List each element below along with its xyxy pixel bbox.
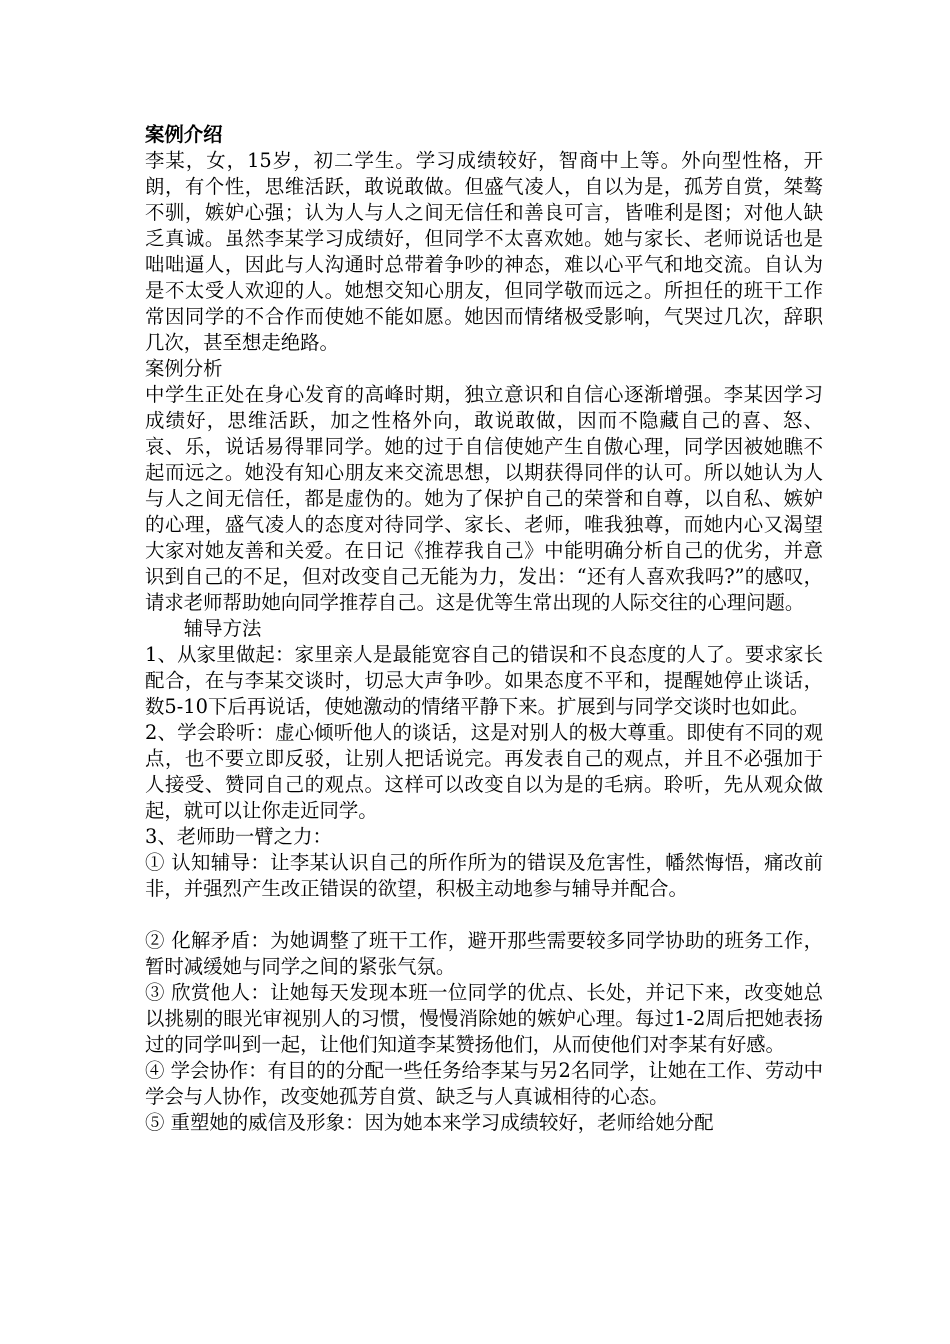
method-item-3: 3、老师助一臂之力： [145, 825, 332, 848]
intro-paragraph: 李某，女，15岁，初二学生。学习成绩较好，智商中上等。外向型性格，开朗，有个性，思维活跃，敢说敢做。但盛气凌人，自以为是，孤芳自赏，桀骜不驯，嫉妒心强；认为人与人之间无信任和善良可言，皆唯利是图；对他人缺乏真诚。虽然李某学习成绩好，但同学不太喜欢她。她与家长、老师说话也是咄咄逼人，因此与人沟通时总带着争吵的神态，难以心平气和地交流。自认为是不太受人欢迎的人。她想交知心朋友，但同学敬而远之。所担任的班干工作常因同学的不合作而使她不能如愿。她因而情绪极受影响，气哭过几次，辞职几次，甚至想走绝路。 [145, 149, 823, 354]
document-page [145, 122, 823, 1136]
intro-heading: 案例介绍 [145, 123, 223, 146]
method-item-2: 2、学会聆听：虚心倾听他人的谈话，这是对别人的极大尊重。即使有不同的观点，也不要立即反驳，让别人把话说完。再发表自己的观点，并且不必强加于人接受、赞同自己的观点。这样可以改变自以为是的毛病。聆听，先从观众做起，就可以让你走近同学。 [145, 721, 823, 822]
blank-line [145, 902, 823, 928]
methods-heading: 辅导方法 [183, 617, 262, 640]
sub-item-3: ③ 欣赏他人：让她每天发现本班一位同学的优点、长处，并记下来，改变她总以挑剔的眼光审视别人的习惯，慢慢消除她的嫉妒心理。每过1-2周后把她表扬过的同学叫到一起，让他们知道李某赞扬他们，从而使他们对李某有好感。 [145, 981, 823, 1056]
sub-item-2: ② 化解矛盾：为她调整了班干工作，避开那些需要较多同学协助的班务工作，暂时减缓她与同学之间的紧张气氛。 [145, 929, 823, 978]
method-item-1: 1、从家里做起：家里亲人是最能宽容自己的错误和不良态度的人了。要求家长配合，在与李某交谈时，切忌大声争吵。如果态度不平和，提醒她停止谈话，数5-10下后再说话，使她激动的情绪平静下来。扩展到与同学交谈时也如此。 [145, 643, 823, 718]
sub-item-5: ⑤ 重塑她的威信及形象：因为她本来学习成绩较好，老师给她分配 [145, 1111, 714, 1134]
analysis-paragraph: 中学生正处在身心发育的高峰时期，独立意识和自信心逐渐增强。李某因学习成绩好，思维活跃，加之性格外向，敢说敢做，因而不隐藏自己的喜、怒、哀、乐，说话易得罪同学。她的过于自信使她产生自傲心理，同学因被她瞧不起而远之。她没有知心朋友来交流思想，以期获得同伴的认可。所以她认为人与人之间无信任，都是虚伪的。她为了保护自己的荣誉和自尊，以自私、嫉妒的心理，盛气凌人的态度对待同学、家长、老师，唯我独尊，而她内心又渴望大家对她友善和关爱。在日记《推荐我自己》中能明确分析自己的优劣，并意识到自己的不足，但对改变自己无能为力，发出：“还有人喜欢我吗?”的感叹，请求老师帮助她向同学推荐自己。这是优等生常出现的人际交往的心理问题。 [145, 383, 823, 614]
sub-item-4: ④ 学会协作：有目的的分配一些任务给李某与另2名同学，让她在工作、劳动中学会与人协作，改变她孤芳自赏、缺乏与人真诚相待的心态。 [145, 1059, 823, 1108]
analysis-heading: 案例分析 [145, 357, 223, 380]
sub-item-1: ① 认知辅导：让李某认识自己的所作所为的错误及危害性，幡然悔悟，痛改前非，并强烈产生改正错误的欲望，积极主动地参与辅导并配合。 [145, 851, 823, 900]
